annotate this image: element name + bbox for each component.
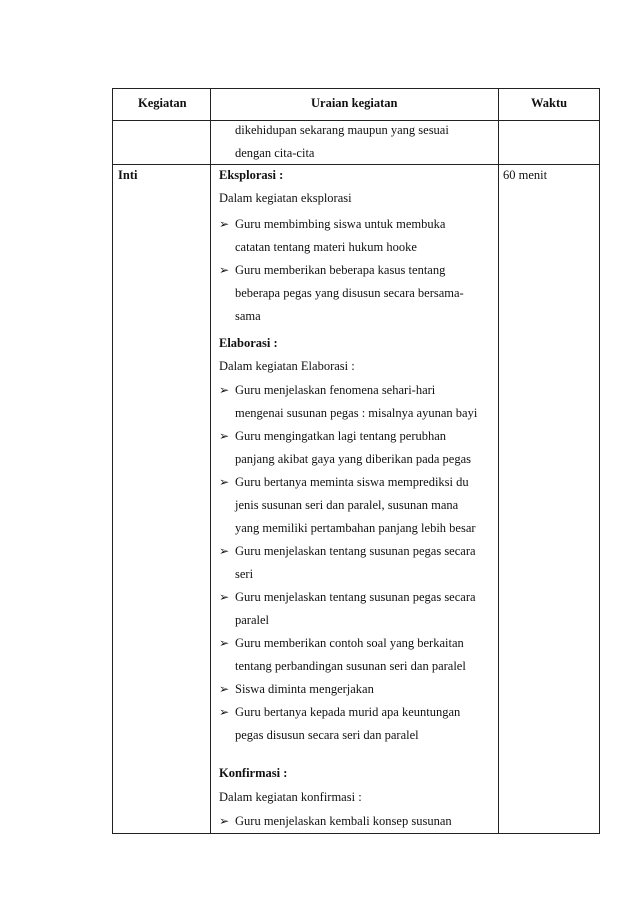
bullet-line: Guru memberikan beberapa kasus tentang — [235, 263, 446, 277]
activity-label-inti: Inti — [118, 168, 138, 182]
row-divider — [113, 164, 599, 165]
bullet-line: Guru menjelaskan kembali konsep susunan — [235, 814, 452, 828]
row-divider — [113, 120, 599, 121]
arrowhead-bullet-icon: ➢ — [219, 217, 230, 231]
arrowhead-bullet-icon: ➢ — [219, 705, 230, 719]
bullet-line: yang memiliki pertambahan panjang lebih besar — [235, 521, 476, 535]
row1-line: dengan cita-cita — [235, 146, 315, 160]
arrowhead-bullet-icon: ➢ — [219, 814, 230, 828]
section-title-konfirmasi: Konfirmasi : — [219, 766, 288, 780]
header-waktu: Waktu — [531, 96, 568, 110]
bullet-line: tentang perbandingan susunan seri dan paralel — [235, 659, 466, 673]
bullet-line: Guru menjelaskan tentang susunan pegas secara — [235, 544, 476, 558]
bullet-line: catatan tentang materi hukum hooke — [235, 240, 417, 254]
arrowhead-bullet-icon: ➢ — [219, 636, 230, 650]
duration-text: 60 menit — [503, 168, 548, 182]
bullet-line: Guru menjelaskan fenomena sehari-hari — [235, 383, 436, 397]
bullet-line: Guru menjelaskan tentang susunan pegas secara — [235, 590, 476, 604]
arrowhead-bullet-icon: ➢ — [219, 544, 230, 558]
bullet-line: beberapa pegas yang disusun secara bersama- — [235, 286, 464, 300]
section-intro: Dalam kegiatan eksplorasi — [219, 191, 352, 205]
bullet-line: seri — [235, 567, 254, 581]
bullet-line: Guru bertanya kepada murid apa keuntungan — [235, 705, 461, 719]
section-intro: Dalam kegiatan Elaborasi : — [219, 359, 355, 373]
bullet-line: mengenai susunan pegas : misalnya ayunan bayi — [235, 406, 478, 420]
bullet-line: Guru memberikan contoh soal yang berkaitan — [235, 636, 464, 650]
header-kegiatan: Kegiatan — [138, 96, 187, 110]
bullet-line: sama — [235, 309, 261, 323]
header-uraian: Uraian kegiatan — [311, 96, 398, 110]
arrowhead-bullet-icon: ➢ — [219, 682, 230, 696]
arrowhead-bullet-icon: ➢ — [219, 590, 230, 604]
bullet-line: Siswa diminta mengerjakan — [235, 682, 374, 696]
arrowhead-bullet-icon: ➢ — [219, 429, 230, 443]
bullet-line: jenis susunan seri dan paralel, susunan mana — [235, 498, 459, 512]
column-divider — [498, 89, 499, 833]
row1-line: dikehidupan sekarang maupun yang sesuai — [235, 123, 449, 137]
arrowhead-bullet-icon: ➢ — [219, 263, 230, 277]
arrowhead-bullet-icon: ➢ — [219, 475, 230, 489]
bullet-line: Guru membimbing siswa untuk membuka — [235, 217, 446, 231]
arrowhead-bullet-icon: ➢ — [219, 383, 230, 397]
section-title-eksplorasi: Eksplorasi : — [219, 168, 284, 182]
lesson-activity-table — [112, 88, 600, 834]
bullet-line: paralel — [235, 613, 270, 627]
bullet-line: Guru mengingatkan lagi tentang perubhan — [235, 429, 447, 443]
bullet-line: Guru bertanya meminta siswa memprediksi du — [235, 475, 469, 489]
column-divider — [210, 89, 211, 833]
section-intro: Dalam kegiatan konfirmasi : — [219, 790, 362, 804]
section-title-elaborasi: Elaborasi : — [219, 336, 278, 350]
bullet-line: panjang akibat gaya yang diberikan pada pegas — [235, 452, 472, 466]
bullet-line: pegas disusun secara seri dan paralel — [235, 728, 419, 742]
